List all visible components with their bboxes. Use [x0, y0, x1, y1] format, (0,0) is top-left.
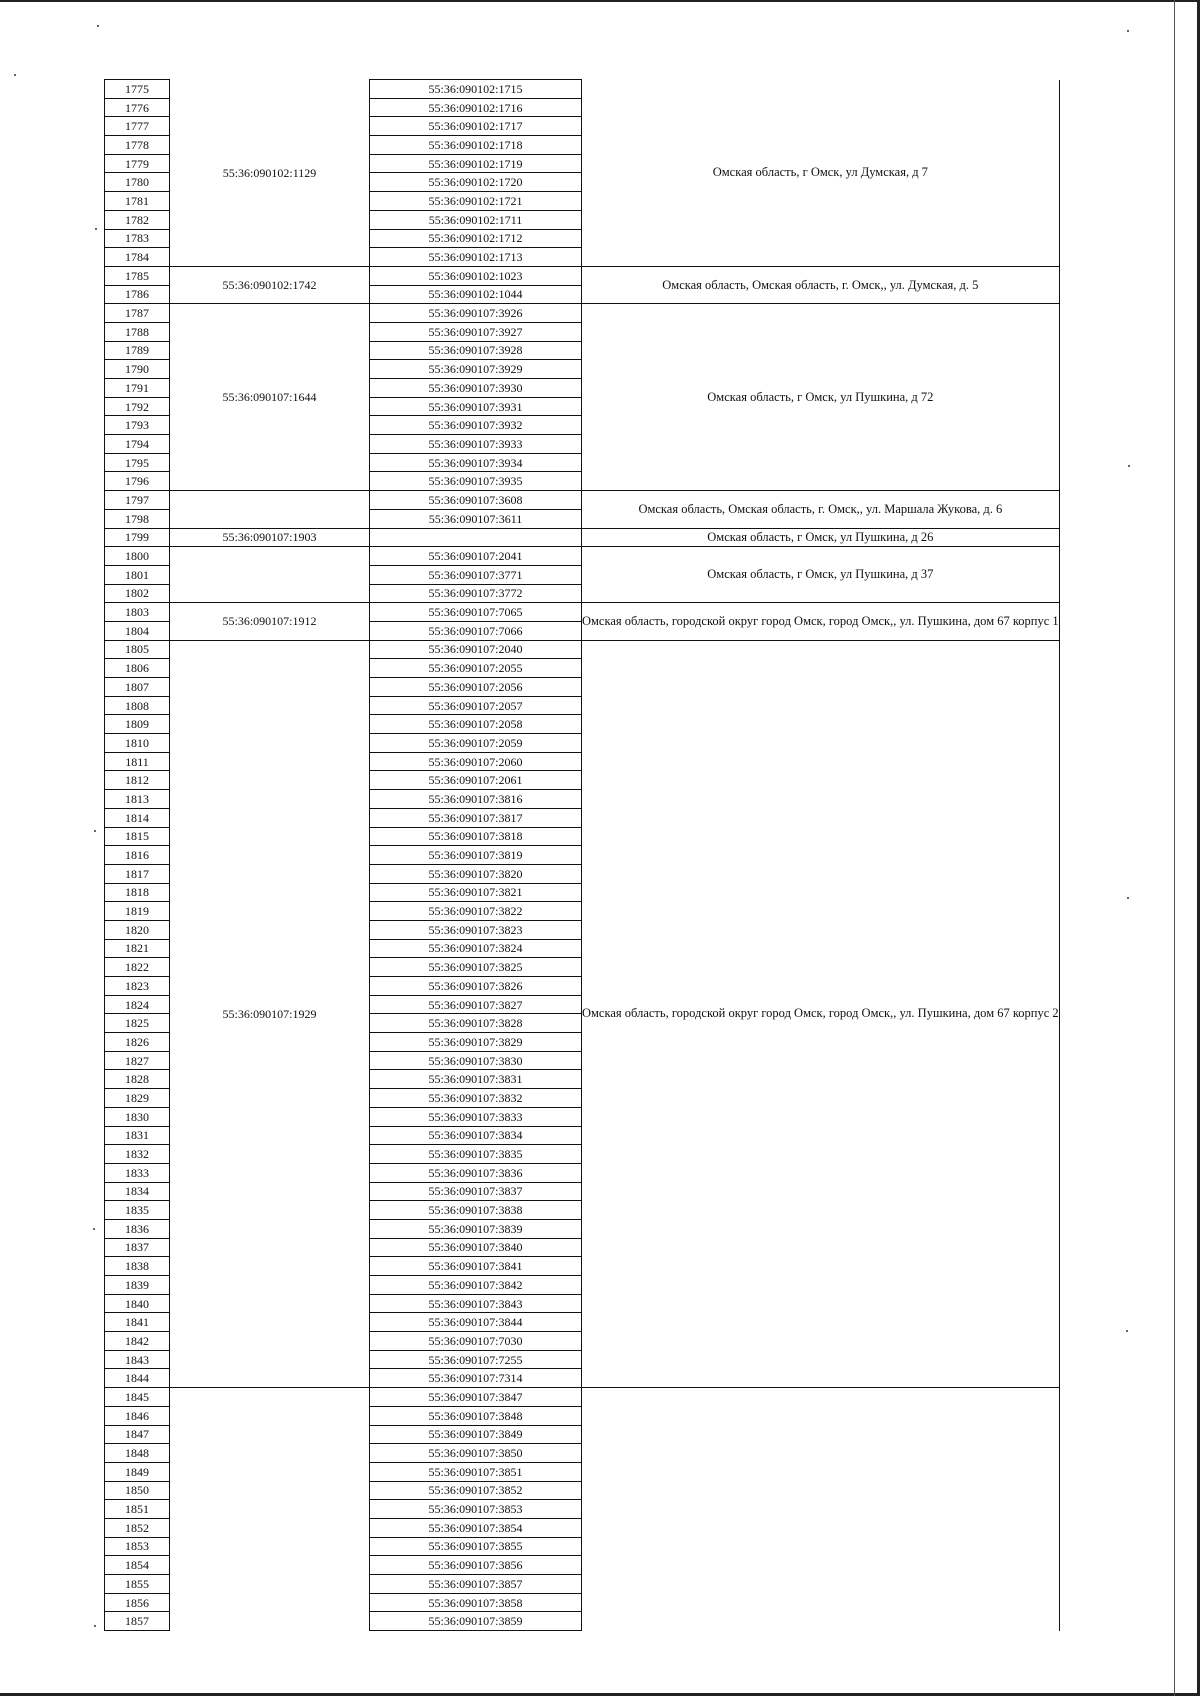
row-number: 1843: [105, 1350, 170, 1369]
premises-cadastral-number: 55:36:090102:1712: [370, 229, 582, 248]
row-number: 1796: [105, 472, 170, 491]
row-number: 1789: [105, 341, 170, 360]
table-row: [105, 266, 1060, 285]
row-number: 1845: [105, 1388, 170, 1407]
premises-cadastral-number: 55:36:090107:2059: [370, 734, 582, 753]
property-address: Омская область, Омская область, г. Омск,, ул. Думская, д. 5: [582, 266, 1060, 303]
premises-cadastral-number: 55:36:090107:3837: [370, 1182, 582, 1201]
scan-speck: [93, 1228, 95, 1230]
scan-speck: [1127, 897, 1129, 899]
row-number: 1847: [105, 1425, 170, 1444]
premises-cadastral-number: 55:36:090107:3842: [370, 1276, 582, 1295]
table-row: [105, 603, 1060, 622]
table-row: [105, 547, 1060, 566]
row-number: 1817: [105, 864, 170, 883]
row-number: 1824: [105, 995, 170, 1014]
row-number: 1797: [105, 491, 170, 510]
parent-cadastral-number: 55:36:090102:1129: [170, 80, 370, 267]
row-number: 1793: [105, 416, 170, 435]
premises-cadastral-number: 55:36:090102:1718: [370, 136, 582, 155]
premises-cadastral-number: 55:36:090102:1715: [370, 80, 582, 99]
property-address: Омская область, г Омск, ул Пушкина, д 26: [582, 528, 1060, 547]
row-number: 1780: [105, 173, 170, 192]
premises-cadastral-number: 55:36:090107:3817: [370, 808, 582, 827]
row-number: 1857: [105, 1612, 170, 1631]
property-address: Омская область, городской округ город Омск, город Омск,, ул. Пушкина, дом 67 корпус 1: [582, 603, 1060, 640]
premises-cadastral-number: 55:36:090107:3829: [370, 1033, 582, 1052]
premises-cadastral-number: 55:36:090107:3855: [370, 1537, 582, 1556]
premises-cadastral-number: 55:36:090107:3772: [370, 584, 582, 603]
premises-cadastral-number: 55:36:090107:3854: [370, 1518, 582, 1537]
row-number: 1790: [105, 360, 170, 379]
premises-cadastral-number: 55:36:090107:3821: [370, 883, 582, 902]
row-number: 1819: [105, 902, 170, 921]
premises-cadastral-number: 55:36:090107:2041: [370, 547, 582, 566]
row-number: 1788: [105, 322, 170, 341]
premises-cadastral-number: 55:36:090107:3818: [370, 827, 582, 846]
row-number: 1783: [105, 229, 170, 248]
premises-cadastral-number: 55:36:090107:3859: [370, 1612, 582, 1631]
premises-cadastral-number: 55:36:090107:3841: [370, 1257, 582, 1276]
table-row: [105, 1388, 1060, 1407]
row-number: 1799: [105, 528, 170, 547]
property-address: Омская область, г Омск, ул Пушкина, д 37: [582, 547, 1060, 603]
row-number: 1811: [105, 752, 170, 771]
row-number: 1775: [105, 80, 170, 99]
table-row: [105, 528, 1060, 547]
row-number: 1834: [105, 1182, 170, 1201]
row-number: 1813: [105, 790, 170, 809]
row-number: 1839: [105, 1276, 170, 1295]
premises-cadastral-number: 55:36:090107:3856: [370, 1556, 582, 1575]
row-number: 1782: [105, 210, 170, 229]
premises-cadastral-number: 55:36:090107:3932: [370, 416, 582, 435]
premises-cadastral-number: 55:36:090107:3851: [370, 1462, 582, 1481]
premises-cadastral-number: 55:36:090102:1720: [370, 173, 582, 192]
row-number: 1848: [105, 1444, 170, 1463]
property-address: Омская область, городской округ город Омск, город Омск,, ул. Пушкина, дом 67 корпус 2: [582, 640, 1060, 1388]
row-number: 1836: [105, 1219, 170, 1238]
premises-cadastral-number: 55:36:090107:3935: [370, 472, 582, 491]
parent-cadastral-number: [170, 1388, 370, 1631]
row-number: 1854: [105, 1556, 170, 1575]
row-number: 1784: [105, 248, 170, 267]
parent-cadastral-number: [170, 547, 370, 603]
premises-cadastral-number: 55:36:090107:3833: [370, 1107, 582, 1126]
premises-cadastral-number: 55:36:090107:7066: [370, 621, 582, 640]
table-row: [105, 80, 1060, 99]
premises-cadastral-number: 55:36:090102:1717: [370, 117, 582, 136]
premises-cadastral-number: 55:36:090107:3847: [370, 1388, 582, 1407]
premises-cadastral-number: 55:36:090107:3857: [370, 1575, 582, 1594]
parent-cadastral-number: 55:36:090107:1644: [170, 304, 370, 491]
row-number: 1795: [105, 453, 170, 472]
row-number: 1807: [105, 678, 170, 697]
premises-cadastral-number: 55:36:090107:3933: [370, 435, 582, 454]
row-number: 1856: [105, 1593, 170, 1612]
premises-cadastral-number: 55:36:090107:3826: [370, 977, 582, 996]
scan-speck: [1126, 1330, 1128, 1332]
row-number: 1828: [105, 1070, 170, 1089]
row-number: 1776: [105, 98, 170, 117]
row-number: 1851: [105, 1500, 170, 1519]
scan-speck: [94, 1625, 96, 1627]
parent-cadastral-number: 55:36:090107:1929: [170, 640, 370, 1388]
premises-cadastral-number: 55:36:090102:1721: [370, 192, 582, 211]
property-address: Омская область, г Омск, ул Думская, д 7: [582, 80, 1060, 267]
row-number: 1820: [105, 920, 170, 939]
row-number: 1786: [105, 285, 170, 304]
premises-cadastral-number: 55:36:090102:1711: [370, 210, 582, 229]
row-number: 1806: [105, 659, 170, 678]
row-number: 1803: [105, 603, 170, 622]
row-number: 1850: [105, 1481, 170, 1500]
row-number: 1822: [105, 958, 170, 977]
row-number: 1827: [105, 1051, 170, 1070]
table-row: [105, 304, 1060, 323]
parent-cadastral-number: 55:36:090102:1742: [170, 266, 370, 303]
row-number: 1809: [105, 715, 170, 734]
scan-speck: [1127, 30, 1129, 32]
row-number: 1785: [105, 266, 170, 285]
premises-cadastral-number: 55:36:090107:2057: [370, 696, 582, 715]
premises-cadastral-number: 55:36:090107:3608: [370, 491, 582, 510]
row-number: 1818: [105, 883, 170, 902]
premises-cadastral-number: 55:36:090107:7065: [370, 603, 582, 622]
row-number: 1840: [105, 1294, 170, 1313]
premises-cadastral-number: 55:36:090107:7314: [370, 1369, 582, 1388]
table-row: [105, 491, 1060, 510]
premises-cadastral-number: 55:36:090107:3611: [370, 509, 582, 528]
row-number: 1849: [105, 1462, 170, 1481]
premises-cadastral-number: 55:36:090107:3828: [370, 1014, 582, 1033]
row-number: 1810: [105, 734, 170, 753]
row-number: 1787: [105, 304, 170, 323]
row-number: 1805: [105, 640, 170, 659]
premises-cadastral-number: 55:36:090107:3927: [370, 322, 582, 341]
row-number: 1802: [105, 584, 170, 603]
scan-speck: [94, 830, 96, 832]
premises-cadastral-number: 55:36:090107:3822: [370, 902, 582, 921]
row-number: 1833: [105, 1163, 170, 1182]
premises-cadastral-number: 55:36:090107:7255: [370, 1350, 582, 1369]
scan-speck: [95, 228, 97, 230]
row-number: 1812: [105, 771, 170, 790]
premises-cadastral-number: 55:36:090107:2060: [370, 752, 582, 771]
row-number: 1814: [105, 808, 170, 827]
row-number: 1823: [105, 977, 170, 996]
row-number: 1841: [105, 1313, 170, 1332]
premises-cadastral-number: 55:36:090107:3858: [370, 1593, 582, 1612]
row-number: 1798: [105, 509, 170, 528]
row-number: 1825: [105, 1014, 170, 1033]
premises-cadastral-number: 55:36:090107:3926: [370, 304, 582, 323]
row-number: 1844: [105, 1369, 170, 1388]
premises-cadastral-number: 55:36:090107:3853: [370, 1500, 582, 1519]
parent-cadastral-number: 55:36:090107:1903: [170, 528, 370, 547]
premises-cadastral-number: 55:36:090107:3825: [370, 958, 582, 977]
row-number: 1853: [105, 1537, 170, 1556]
row-number: 1801: [105, 565, 170, 584]
cadastral-register-table: [104, 79, 1060, 1631]
premises-cadastral-number: 55:36:090102:1719: [370, 154, 582, 173]
row-number: 1777: [105, 117, 170, 136]
scan-speck: [14, 74, 16, 76]
premises-cadastral-number: 55:36:090107:3836: [370, 1163, 582, 1182]
row-number: 1842: [105, 1332, 170, 1351]
row-number: 1835: [105, 1201, 170, 1220]
row-number: 1830: [105, 1107, 170, 1126]
premises-cadastral-number: 55:36:090107:3928: [370, 341, 582, 360]
row-number: 1837: [105, 1238, 170, 1257]
premises-cadastral-number: 55:36:090107:3771: [370, 565, 582, 584]
premises-cadastral-number: 55:36:090107:3820: [370, 864, 582, 883]
premises-cadastral-number: 55:36:090107:3834: [370, 1126, 582, 1145]
premises-cadastral-number: 55:36:090107:3832: [370, 1089, 582, 1108]
scan-speck: [97, 25, 99, 27]
parent-cadastral-number: [170, 491, 370, 528]
row-number: 1800: [105, 547, 170, 566]
row-number: 1794: [105, 435, 170, 454]
premises-cadastral-number: 55:36:090107:3827: [370, 995, 582, 1014]
row-number: 1826: [105, 1033, 170, 1052]
row-number: 1846: [105, 1406, 170, 1425]
premises-cadastral-number: 55:36:090107:3816: [370, 790, 582, 809]
premises-cadastral-number: 55:36:090107:2055: [370, 659, 582, 678]
property-address: Омская область, г Омск, ул Пушкина, д 72: [582, 304, 1060, 491]
row-number: 1855: [105, 1575, 170, 1594]
premises-cadastral-number: [370, 528, 582, 547]
premises-cadastral-number: 55:36:090107:3931: [370, 397, 582, 416]
premises-cadastral-number: 55:36:090107:3929: [370, 360, 582, 379]
premises-cadastral-number: 55:36:090107:3839: [370, 1219, 582, 1238]
parent-cadastral-number: 55:36:090107:1912: [170, 603, 370, 640]
premises-cadastral-number: 55:36:090107:7030: [370, 1332, 582, 1351]
premises-cadastral-number: 55:36:090107:2056: [370, 678, 582, 697]
table-row: [105, 640, 1060, 659]
premises-cadastral-number: 55:36:090107:3823: [370, 920, 582, 939]
row-number: 1816: [105, 846, 170, 865]
right-margin-line: [1174, 0, 1175, 1696]
row-number: 1779: [105, 154, 170, 173]
premises-cadastral-number: 55:36:090107:3844: [370, 1313, 582, 1332]
premises-cadastral-number: 55:36:090107:3930: [370, 379, 582, 398]
premises-cadastral-number: 55:36:090107:3849: [370, 1425, 582, 1444]
premises-cadastral-number: 55:36:090107:2058: [370, 715, 582, 734]
premises-cadastral-number: 55:36:090102:1713: [370, 248, 582, 267]
row-number: 1804: [105, 621, 170, 640]
row-number: 1838: [105, 1257, 170, 1276]
premises-cadastral-number: 55:36:090102:1716: [370, 98, 582, 117]
premises-cadastral-number: 55:36:090107:3840: [370, 1238, 582, 1257]
premises-cadastral-number: 55:36:090107:3830: [370, 1051, 582, 1070]
premises-cadastral-number: 55:36:090107:3835: [370, 1145, 582, 1164]
row-number: 1852: [105, 1518, 170, 1537]
premises-cadastral-number: 55:36:090107:3852: [370, 1481, 582, 1500]
row-number: 1829: [105, 1089, 170, 1108]
premises-cadastral-number: 55:36:090107:2061: [370, 771, 582, 790]
premises-cadastral-number: 55:36:090107:3819: [370, 846, 582, 865]
property-address: [582, 1388, 1060, 1631]
row-number: 1808: [105, 696, 170, 715]
row-number: 1831: [105, 1126, 170, 1145]
premises-cadastral-number: 55:36:090107:3831: [370, 1070, 582, 1089]
premises-cadastral-number: 55:36:090107:3843: [370, 1294, 582, 1313]
premises-cadastral-number: 55:36:090107:3838: [370, 1201, 582, 1220]
row-number: 1815: [105, 827, 170, 846]
row-number: 1821: [105, 939, 170, 958]
premises-cadastral-number: 55:36:090107:3824: [370, 939, 582, 958]
row-number: 1792: [105, 397, 170, 416]
property-address: Омская область, Омская область, г. Омск,, ул. Маршала Жукова, д. 6: [582, 491, 1060, 528]
premises-cadastral-number: 55:36:090102:1044: [370, 285, 582, 304]
premises-cadastral-number: 55:36:090102:1023: [370, 266, 582, 285]
premises-cadastral-number: 55:36:090107:2040: [370, 640, 582, 659]
premises-cadastral-number: 55:36:090107:3850: [370, 1444, 582, 1463]
row-number: 1778: [105, 136, 170, 155]
row-number: 1781: [105, 192, 170, 211]
premises-cadastral-number: 55:36:090107:3848: [370, 1406, 582, 1425]
scan-speck: [1128, 465, 1130, 467]
row-number: 1832: [105, 1145, 170, 1164]
premises-cadastral-number: 55:36:090107:3934: [370, 453, 582, 472]
row-number: 1791: [105, 379, 170, 398]
